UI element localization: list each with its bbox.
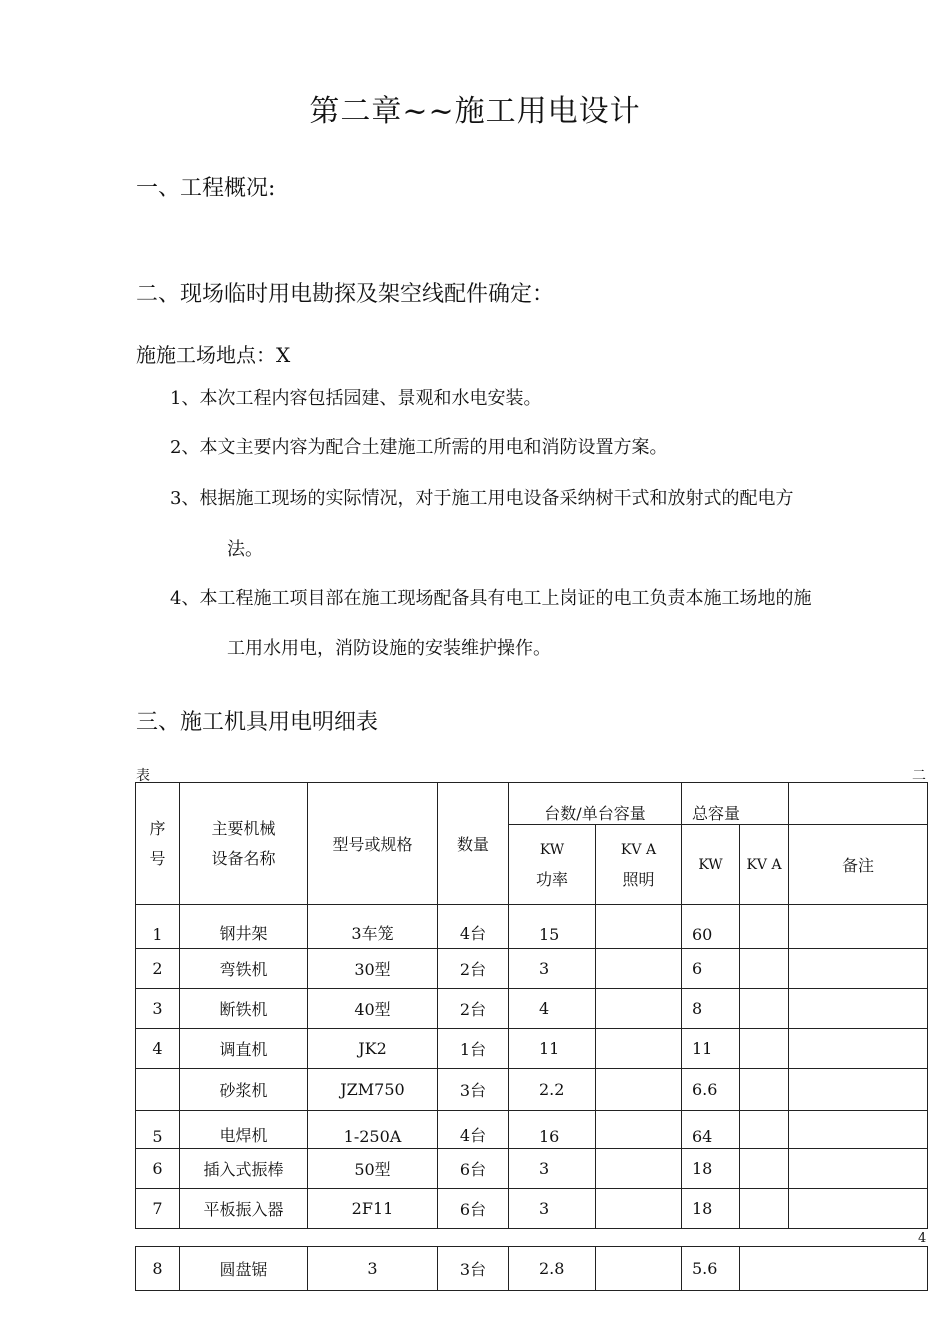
header-note: 备注 <box>789 825 928 905</box>
equipment-table <box>135 782 928 1229</box>
header-blank <box>789 783 928 825</box>
table-label-right: 二 <box>912 768 926 784</box>
page-number: 4 <box>918 1231 927 1246</box>
table-row: 4 调直机 JK2 1台 11 11 <box>136 1029 928 1069</box>
page-title: 第二章~~施工用电设计 <box>309 94 641 129</box>
header-total-kva: KV A <box>740 825 789 905</box>
header-unit-capacity: 台数/单台容量 <box>509 783 682 825</box>
table-row: 砂浆机 JZM750 3台 2.2 6.6 <box>136 1069 928 1111</box>
list-item: 4、本工程施工项目部在施工现场配备具有电工上岗证的电工负责本施工场地的施 <box>170 588 812 609</box>
header-qty: 数量 <box>438 783 509 905</box>
header-seq: 序 号 <box>136 783 180 905</box>
header-model: 型号或规格 <box>308 783 438 905</box>
table-label-left: 表 <box>136 768 150 784</box>
section-heading-overview: 一、工程概况: <box>136 176 276 201</box>
site-location: 施施工场地点：X <box>136 343 291 367</box>
table-row: 2 弯铁机 30型 2台 3 6 <box>136 949 928 989</box>
table-row: 5 电焊机 1-250A 4台 16 64 <box>136 1111 928 1149</box>
list-item-continuation: 工用水用电，消防设施的安装维护操作。 <box>227 638 551 659</box>
list-item: 3、根据施工现场的实际情况，对于施工用电设备采纳树干式和放射式的配电方 <box>170 488 794 509</box>
header-name: 主要机械 设备名称 <box>180 783 308 905</box>
section-heading-survey: 二、现场临时用电勘探及架空线配件确定： <box>136 282 555 307</box>
table-row: 1 钢井架 3车笼 4台 15 60 <box>136 905 928 949</box>
header-total-capacity: 总容量 <box>682 783 789 825</box>
table-row: 7 平板振入器 2F11 6台 3 18 <box>136 1189 928 1229</box>
table-row: 8 圆盘锯 3 3台 2.8 5.6 <box>136 1247 928 1291</box>
list-item-continuation: 法。 <box>227 539 263 560</box>
table-row: 6 插入式振棒 50型 6台 3 18 <box>136 1149 928 1189</box>
header-kw: KW 功率 <box>509 825 596 905</box>
table-row: 3 断铁机 40型 2台 4 8 <box>136 989 928 1029</box>
header-total-kw: KW <box>682 825 740 905</box>
section-heading-equipment: 三、施工机具用电明细表 <box>136 710 379 735</box>
list-item: 2、本文主要内容为配合土建施工所需的用电和消防设置方案。 <box>170 437 668 458</box>
equipment-table-continued <box>135 1246 928 1291</box>
header-kva: KV A 照明 <box>596 825 682 905</box>
list-item: 1、本次工程内容包括园建、景观和水电安装。 <box>170 388 542 409</box>
